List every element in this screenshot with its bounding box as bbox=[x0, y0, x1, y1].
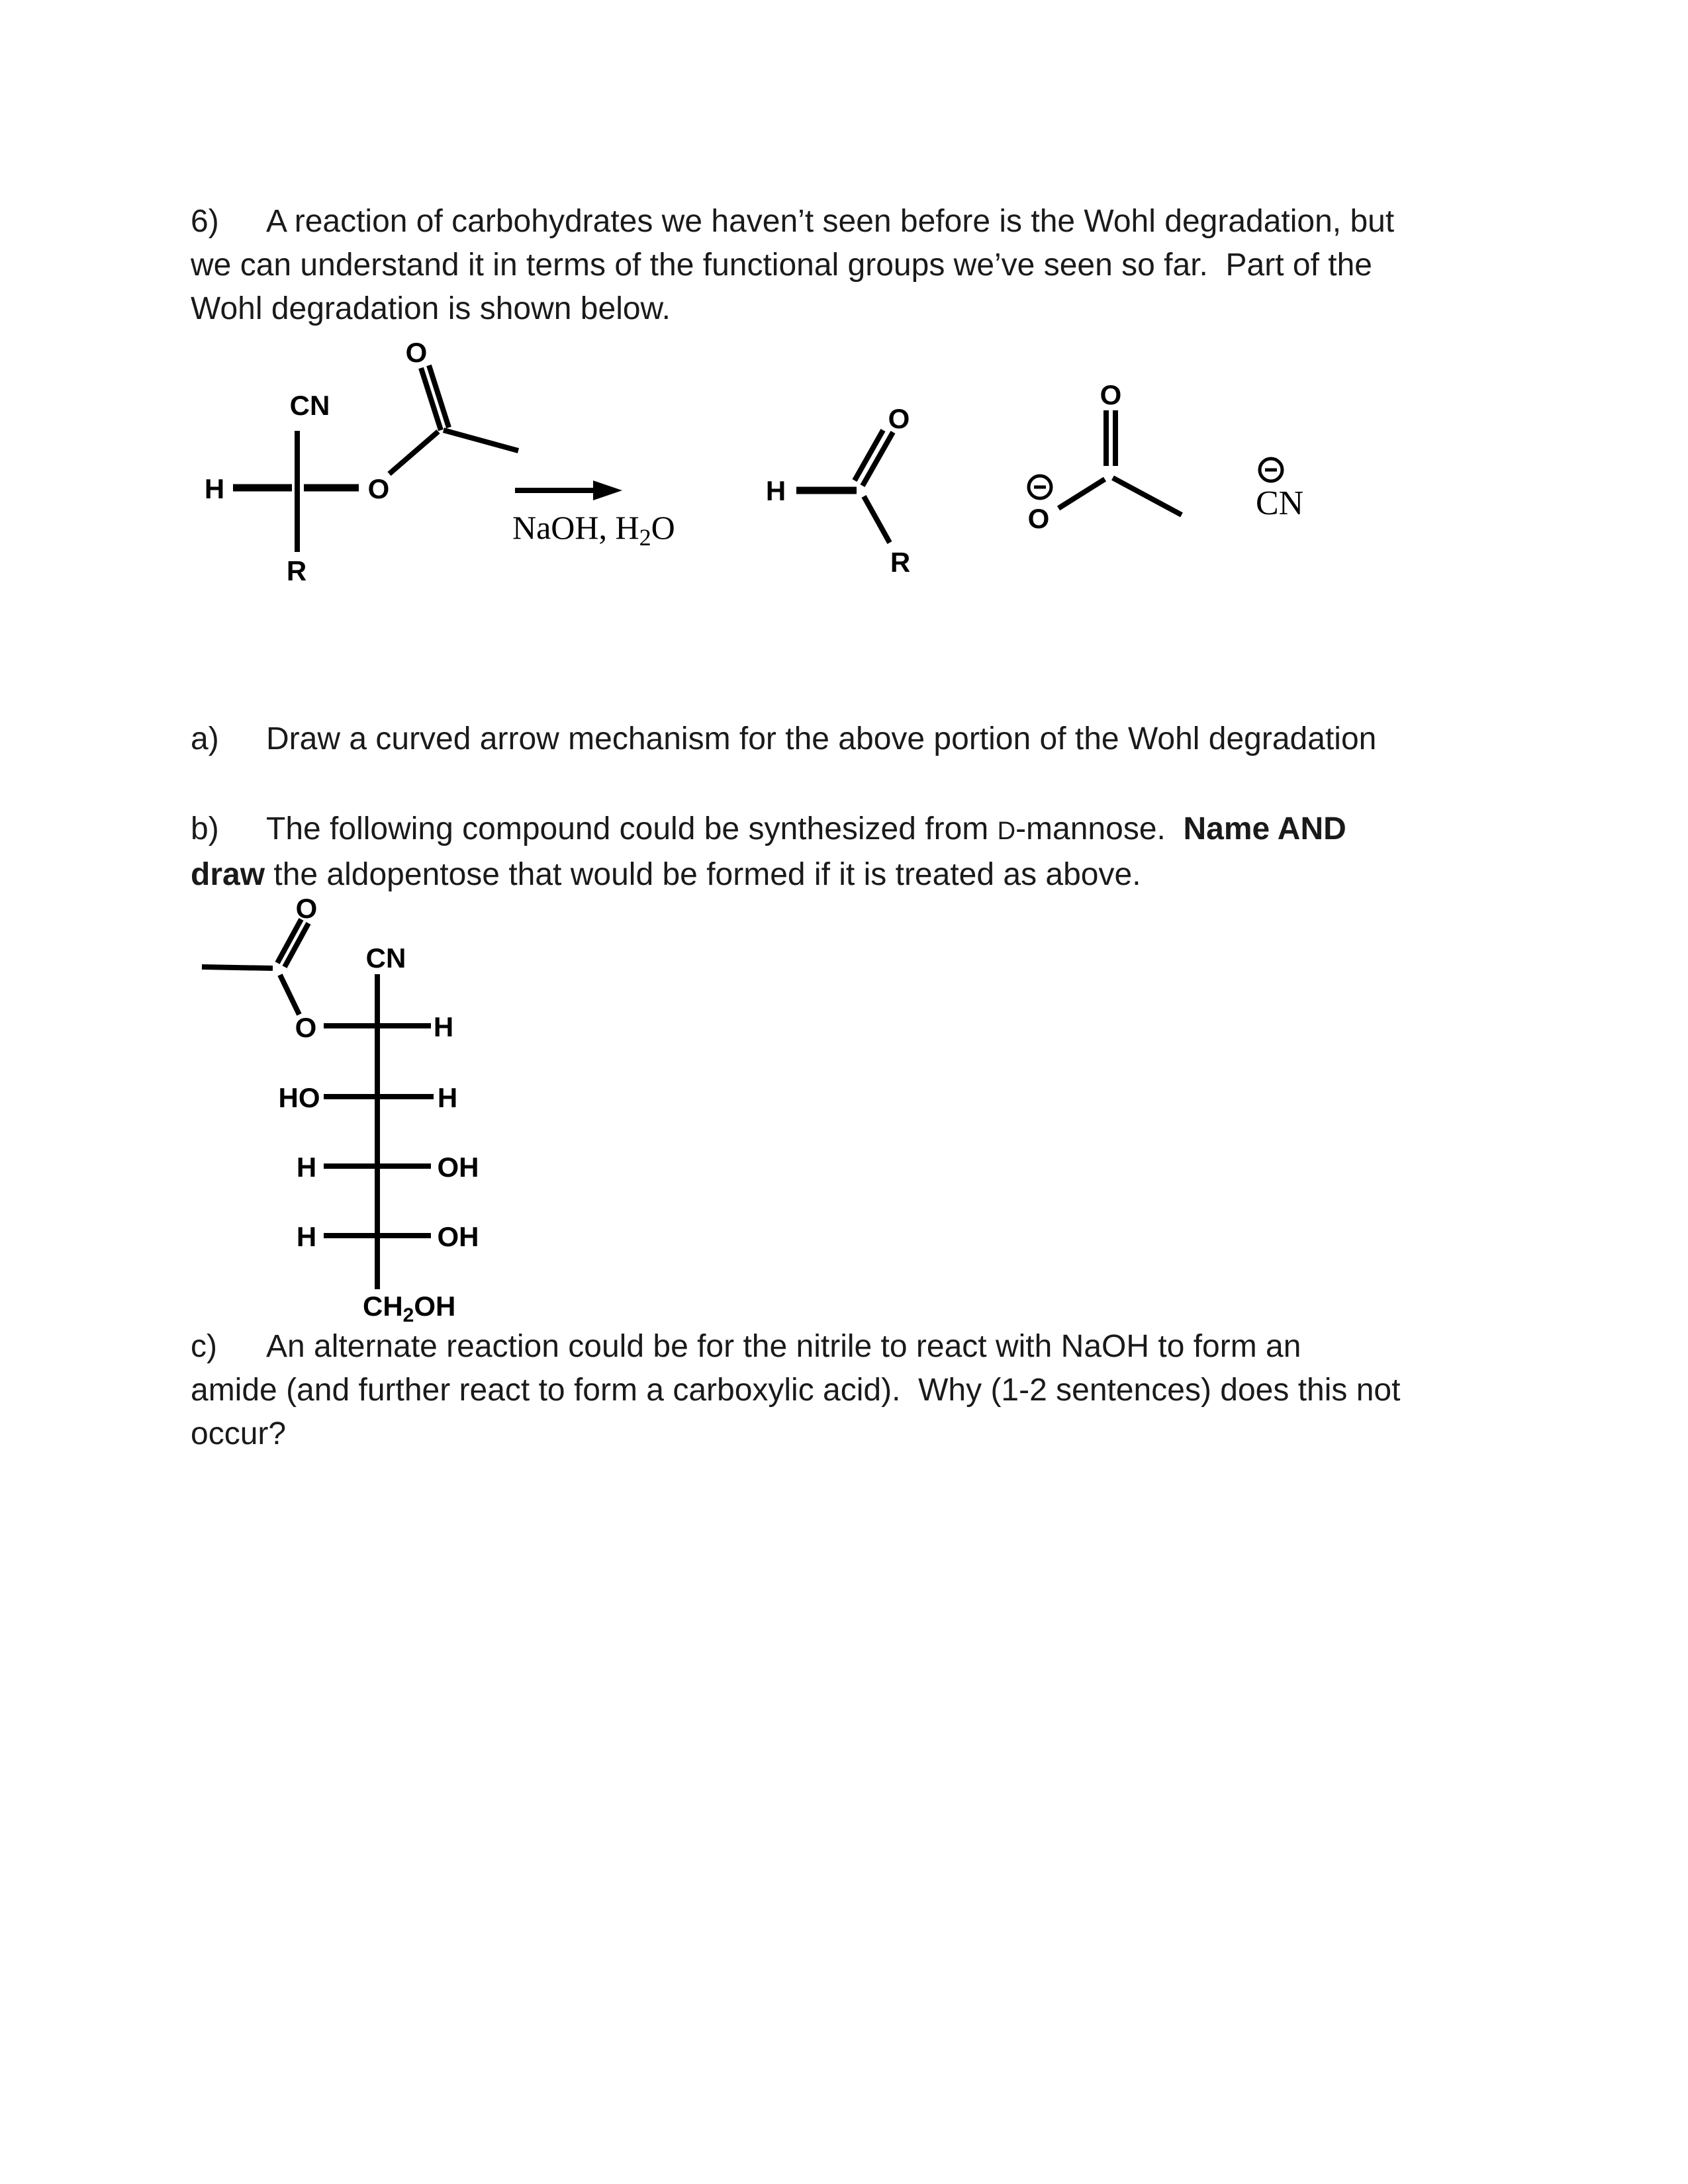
c4-oh-label: OH bbox=[437, 1221, 479, 1252]
bond-o-carbonylc bbox=[389, 432, 438, 474]
fischer-projection bbox=[202, 893, 479, 1326]
nitrile-cn-label: CN bbox=[289, 390, 330, 421]
bond-methyl-c bbox=[202, 967, 273, 968]
nitrile-cn-label: CN bbox=[365, 942, 406, 974]
bond-o-c bbox=[1058, 479, 1105, 508]
reactant-cyanohydrin-acetate bbox=[205, 337, 518, 586]
part-c-label: c) bbox=[191, 1329, 217, 1364]
reagent-subscript: 2 bbox=[639, 524, 651, 551]
h-label: H bbox=[765, 475, 786, 506]
part-a-label: a) bbox=[191, 721, 219, 756]
part-a-text: Draw a curved arrow mechanism for the above portion of the Wohl degradation bbox=[266, 721, 1377, 756]
question-6-line-3: Wohl degradation is shown below. bbox=[191, 291, 671, 326]
cyanide-cn-label: CN bbox=[1256, 484, 1304, 522]
part-b-label: b) bbox=[191, 811, 219, 846]
carbonyl-o-label: O bbox=[295, 893, 318, 924]
reagent-pre: NaOH, H bbox=[512, 509, 639, 546]
ch2oh-subscript: 2 bbox=[402, 1304, 414, 1326]
part-b-text-mid: -mannose. bbox=[1015, 811, 1184, 846]
carbonyl-o-label: O bbox=[405, 337, 428, 368]
part-b-bold-draw: draw bbox=[191, 857, 265, 892]
ch2oh-ch: CH bbox=[363, 1291, 403, 1322]
carbonyl-o-label: O bbox=[1100, 379, 1122, 410]
c1-h-label: H bbox=[433, 1011, 454, 1042]
ch2oh-label bbox=[363, 1291, 455, 1326]
ester-o-label: O bbox=[367, 473, 390, 504]
ester-o-label: O bbox=[295, 1012, 317, 1043]
carbonyl-o-label: O bbox=[888, 403, 910, 434]
part-b-text-rest: the aldopentose that would be formed if it is treated as above. bbox=[265, 857, 1141, 892]
bond-c-o-ester bbox=[280, 975, 299, 1015]
c3-oh-label: OH bbox=[437, 1152, 479, 1183]
arrow-head-icon bbox=[593, 480, 622, 500]
r-label: R bbox=[286, 555, 307, 586]
c2-ho-label: HO bbox=[278, 1082, 320, 1113]
product-aldehyde bbox=[766, 403, 910, 578]
bond-c-methyl bbox=[444, 430, 518, 451]
part-c-line-2: amide (and further react to form a carboxylic acid). Why (1-2 sentences) does this not bbox=[191, 1373, 1401, 1408]
h-label: H bbox=[204, 473, 225, 504]
question-6-number: 6) bbox=[191, 204, 219, 239]
reagent-label bbox=[512, 509, 675, 551]
product-cyanide-anion bbox=[1256, 459, 1303, 522]
reagent-post: O bbox=[651, 509, 675, 546]
r-label: R bbox=[890, 547, 911, 578]
part-b-text-pre: The following compound could be synthesized from bbox=[266, 811, 998, 846]
question-6-line-2: we can understand it in terms of the functional groups we’ve seen so far. Part of the bbox=[191, 248, 1372, 283]
reaction-arrow bbox=[512, 480, 675, 551]
ch2oh-oh: OH bbox=[414, 1291, 456, 1322]
c4-h-label: H bbox=[296, 1221, 317, 1252]
small-cap-d: D bbox=[997, 817, 1016, 845]
part-b-bold-name-and: Name AND bbox=[1183, 811, 1346, 846]
bond-c-r bbox=[864, 496, 890, 543]
anion-o-label: O bbox=[1027, 503, 1050, 534]
question-6-text-1: A reaction of carbohydrates we haven’t seen before is the Wohl degradation, but bbox=[266, 204, 1395, 239]
part-c-line-3: occur? bbox=[191, 1416, 287, 1451]
bond-c-methyl bbox=[1113, 478, 1182, 515]
part-c-text-1: An alternate reaction could be for the nitrile to react with NaOH to form an bbox=[266, 1329, 1301, 1364]
product-acetate-anion bbox=[1028, 379, 1182, 534]
c3-h-label: H bbox=[296, 1152, 317, 1183]
c2-h-label: H bbox=[437, 1082, 458, 1113]
